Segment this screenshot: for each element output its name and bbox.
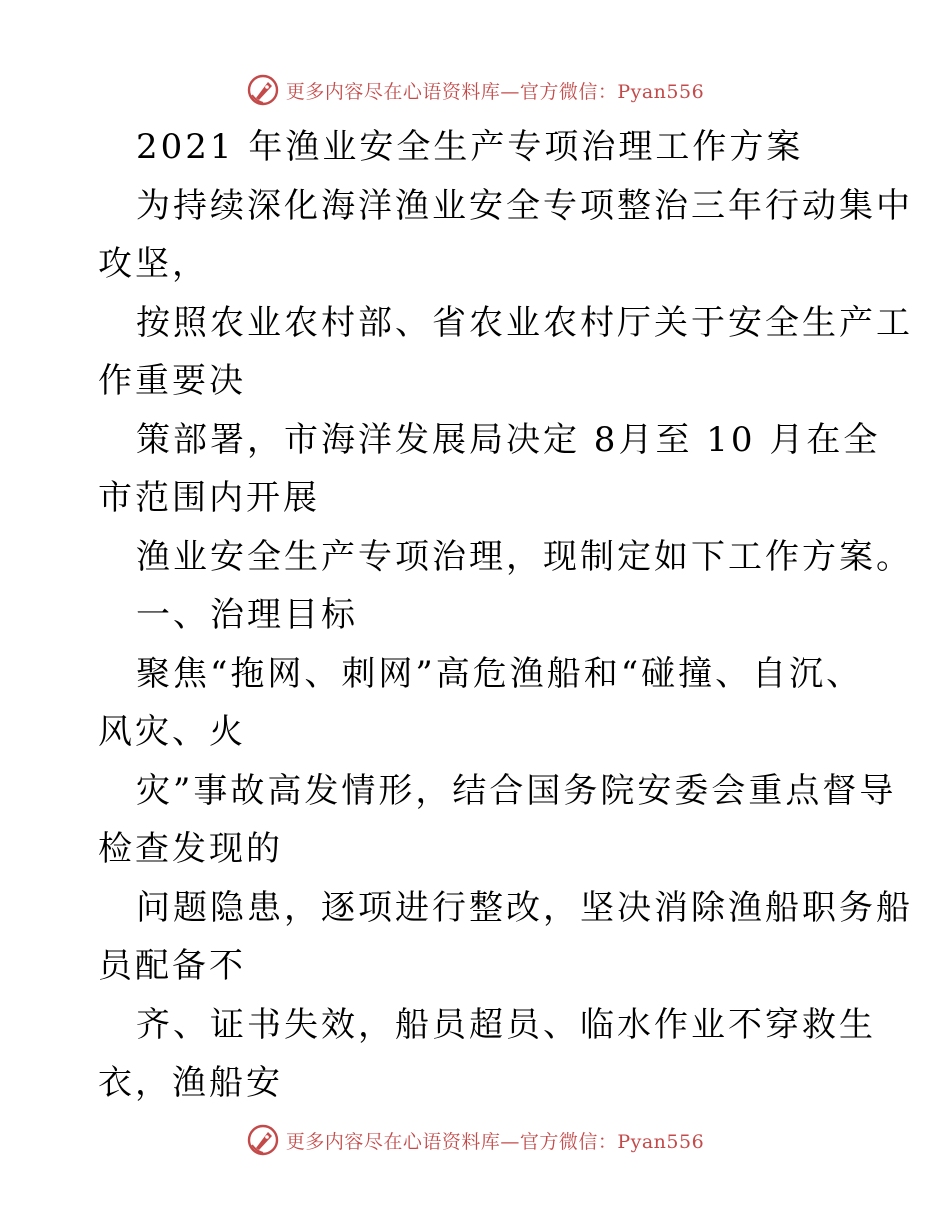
paragraph-line: 灾”事故高发情形，结合国务院安委会重点督导 bbox=[136, 770, 897, 811]
paragraph-line: 齐、证书失效，船员超员、临水作业不穿救生 bbox=[136, 1004, 876, 1045]
section-heading: 一、治理目标 bbox=[136, 595, 358, 635]
paragraph-line: 市范围内开展 bbox=[98, 478, 320, 518]
paragraph-line: 问题隐患，逐项进行整改，坚决消除渔船职务船 bbox=[136, 887, 913, 928]
watermark-text: 更多内容尽在心语资料库—官方微信：Pyan556 bbox=[285, 80, 705, 103]
paragraph-line: 策部署，市海洋发展局决定 8月至 10 月在全 bbox=[136, 419, 881, 460]
paragraph-line: 渔业安全生产专项治理，现制定如下工作方案。 bbox=[136, 536, 913, 577]
header-watermark bbox=[0, 70, 950, 110]
paragraph-line: 风灾、火 bbox=[98, 712, 246, 752]
paragraph-line: 作重要决 bbox=[98, 361, 246, 401]
paragraph-line: 检查发现的 bbox=[98, 829, 283, 869]
watermark-inner bbox=[246, 1123, 704, 1157]
document-body bbox=[98, 118, 913, 1113]
paragraph-line: 衣，渔船安 bbox=[98, 1063, 283, 1103]
paragraph-line: 攻坚， bbox=[98, 244, 209, 284]
paragraph-line: 为持续深化海洋渔业安全专项整治三年行动集中 bbox=[136, 185, 913, 226]
footer-watermark bbox=[0, 1120, 950, 1160]
document-title: 2021 年渔业安全生产专项治理工作方案 bbox=[136, 127, 804, 167]
pen-nib-logo-icon bbox=[246, 73, 280, 107]
paragraph-line: 聚焦“拖网、刺网”高危渔船和“碰撞、自沉、 bbox=[136, 653, 864, 694]
watermark-text: 更多内容尽在心语资料库—官方微信：Pyan556 bbox=[285, 1130, 705, 1153]
watermark-inner bbox=[246, 73, 704, 107]
paragraph-line: 员配备不 bbox=[98, 946, 246, 986]
pen-nib-logo-icon bbox=[246, 1123, 280, 1157]
paragraph-line: 按照农业农村部、省农业农村厅关于安全生产工 bbox=[136, 302, 913, 343]
